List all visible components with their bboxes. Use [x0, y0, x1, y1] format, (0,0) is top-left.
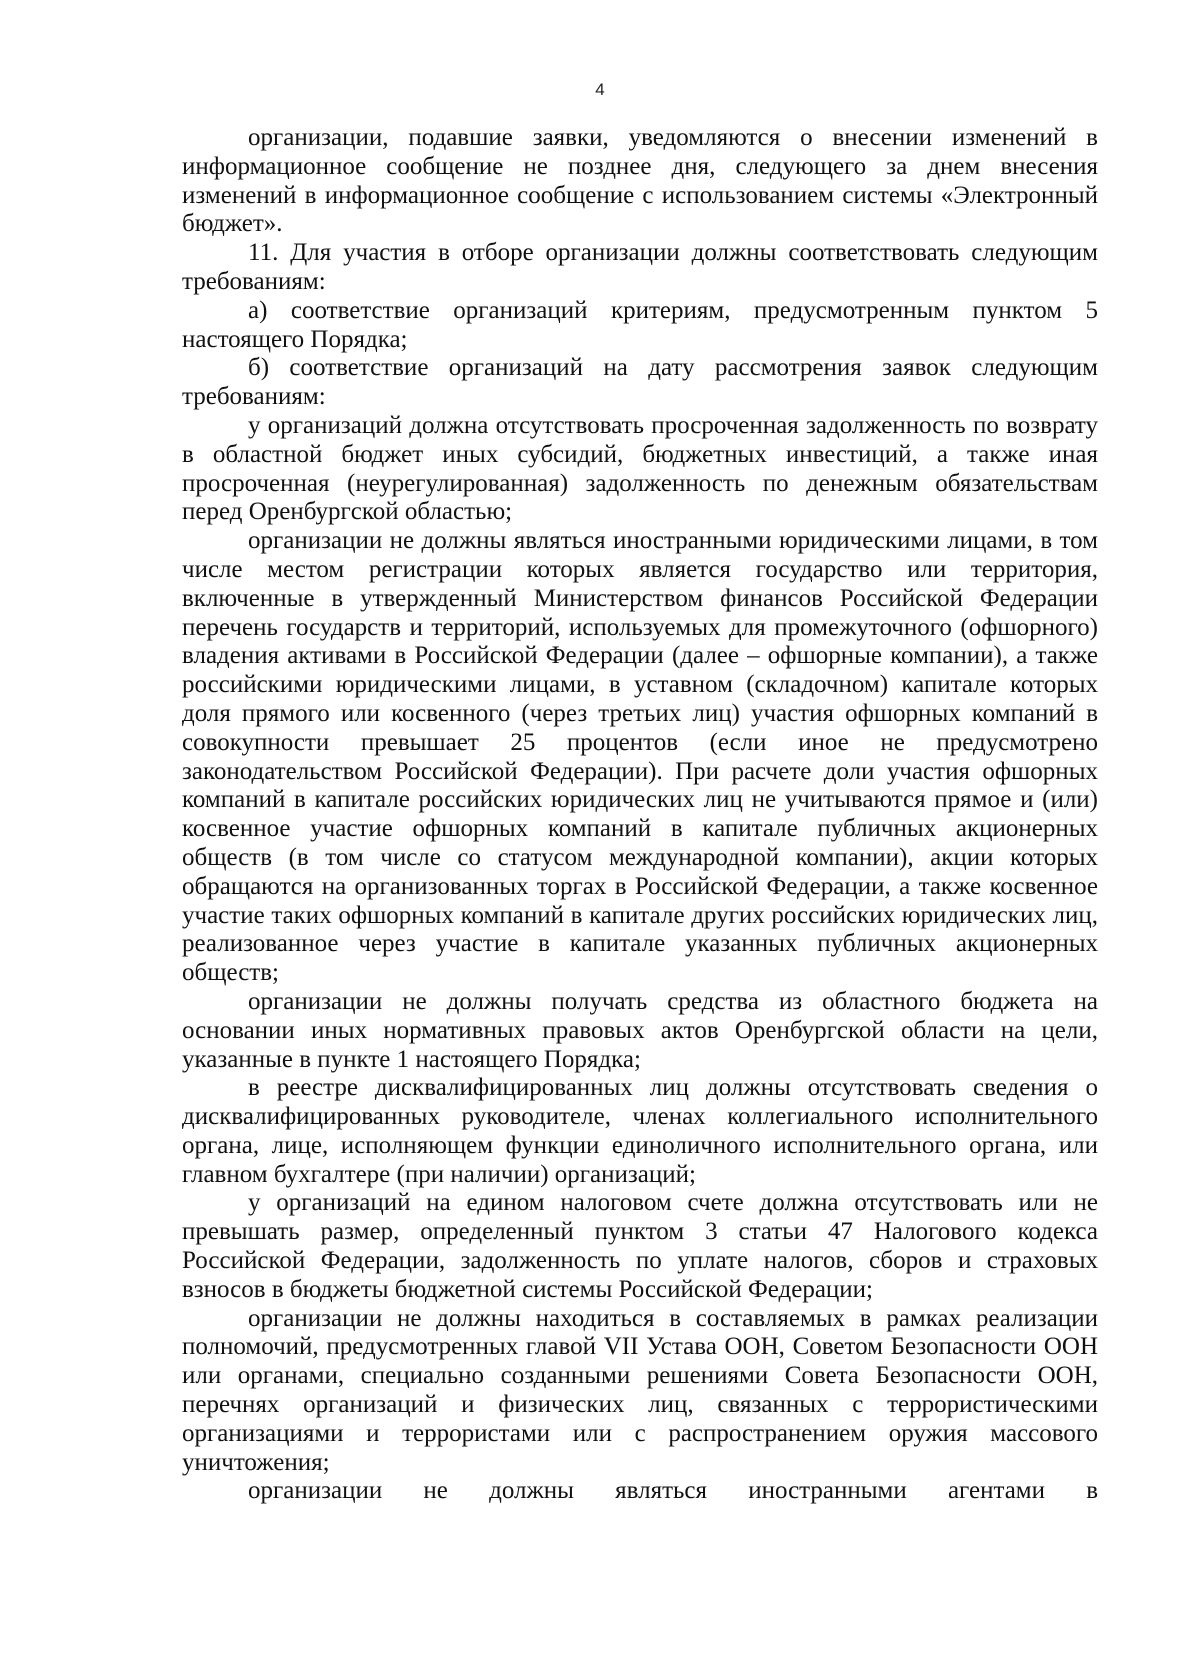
- page-number: 4: [595, 80, 605, 99]
- paragraph-subitem-a: а) соответствие организаций критериям, предусмотренным пунктом 5 настоящего Порядка;: [182, 296, 1098, 353]
- paragraph-disqualified-persons: в реестре дисквалифицированных лиц должны отсутствовать сведения о дисквалифицированных руководителе, членах коллегиального исполнительного органа, лице, исполняющем функции единоличного исполнительного органа, или главном бухгалтере (при наличии) организаций;: [182, 1074, 1098, 1188]
- paragraph-no-other-funding: организации не должны получать средства из областного бюджета на основании иных нормативных правовых актов Оренбургской области на цели, указанные в пункте 1 настоящего Порядка;: [182, 987, 1098, 1073]
- paragraph-subitem-b: б) соответствие организаций на дату рассмотрения заявок следующим требованиям:: [182, 354, 1098, 411]
- paragraph-item-11-requirements: 11. Для участия в отборе организации должны соответствовать следующим требованиям:: [182, 239, 1098, 295]
- paragraph-no-overdue-debt: у организаций должна отсутствовать просроченная задолженность по возврату в областной бюджет иных субсидий, бюджетных инвестиций, а также иная просроченная (неурегулированная) задолженность по денежным обязательствам перед Оренбургской областью;: [182, 411, 1098, 526]
- document-body: [182, 124, 1098, 1506]
- paragraph-notification-of-changes: организации, подавшие заявки, уведомляются о внесении изменений в информационное сообщение не позднее дня, следующего за днем внесения изменений в информационное сообщение с использованием системы «Электронный бюджет».: [182, 124, 1098, 238]
- paragraph-tax-debt: у организаций на едином налоговом счете должна отсутствовать или не превышать размер, определенный пунктом 3 статьи 47 Налогового кодекса Российской Федерации, задолженность по уплате налогов, сборов и страховых взносов в бюджеты бюджетной системы Российской Федерации;: [182, 1189, 1098, 1303]
- paragraph-offshore-companies: организации не должны являться иностранными юридическими лицами, в том числе местом регистрации которых является государство или территория, включенные в утвержденный Министерством финансов Российской Федерации перечень государств и территорий, используемых для промежуточного (офшорного) владения активами в Российской Федерации (далее – офшорные компании), а также российскими юридическими лицами, в уставном (складочном) капитале которых доля прямого или косвенного (через третьих лиц) участия офшорных компаний в совокупности превышает 25 процентов (если иное не предусмотрено законодательством Российской Федерации). При расчете доли участия офшорных компаний в капитале российских юридических лиц не учитываются прямое и (или) косвенное участие офшорных компаний в капитале публичных акционерных обществ (в том числе со статусом международной компании), акции которых обращаются на организованных торгах в Российской Федерации, а также косвенное участие таких офшорных компаний в капитале других российских юридических лиц, реализованное через участие в капитале указанных публичных акционерных обществ;: [182, 527, 1098, 987]
- paragraph-un-sanctions-lists: организации не должны находиться в составляемых в рамках реализации полномочий, предусмотренных главой VII Устава ООН, Советом Безопасности ООН или органами, специально созданными решениями Совета Безопасности ООН, перечнях организаций и физических лиц, связанных с террористическими организациями и террористами или с распространением оружия массового уничтожения;: [182, 1304, 1098, 1476]
- paragraph-foreign-agents: организации не должны являться иностранными агентами в: [248, 1477, 1098, 1505]
